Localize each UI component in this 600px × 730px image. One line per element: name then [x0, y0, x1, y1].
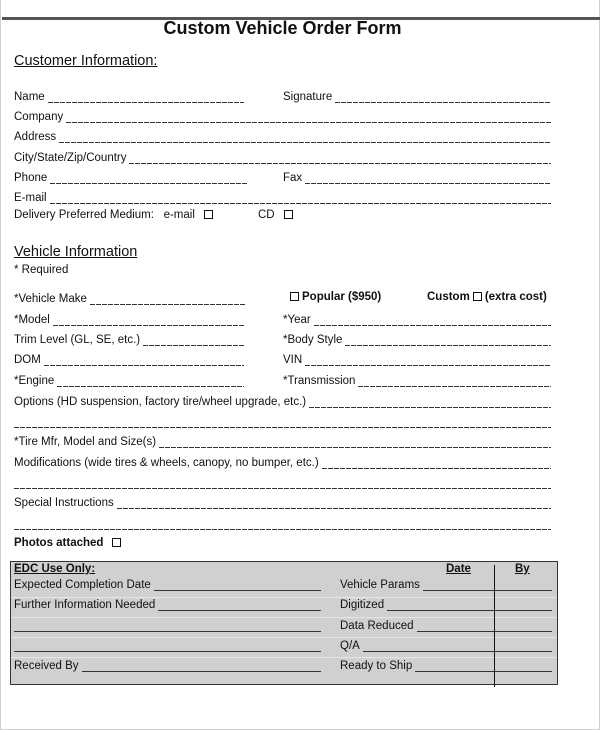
ready-to-ship-field[interactable]: Ready to Ship [340, 658, 552, 672]
cd-option: CD [258, 209, 296, 221]
delivery-row: Delivery Preferred Medium: e-mail [14, 209, 216, 221]
make-field[interactable]: *Vehicle Make [14, 291, 245, 305]
photos-checkbox[interactable] [112, 538, 121, 547]
required-note: * Required [14, 264, 69, 276]
popular-checkbox[interactable] [290, 292, 299, 301]
tire-field[interactable]: *Tire Mfr, Model and Size(s) [14, 434, 551, 448]
custom-checkbox[interactable] [473, 292, 482, 301]
modifications-field[interactable]: Modifications (wide tires & wheels, canopy, no bumper, etc.) [14, 455, 551, 469]
special-instructions-field[interactable]: Special Instructions [14, 495, 551, 509]
company-field[interactable]: Company [14, 109, 551, 123]
by-header: By [515, 563, 530, 575]
body-style-field[interactable]: *Body Style [283, 332, 551, 346]
date-header: Date [446, 563, 471, 575]
cd-checkbox[interactable] [284, 210, 293, 219]
qa-field[interactable]: Q/A [340, 638, 552, 652]
email-checkbox[interactable] [204, 210, 213, 219]
transmission-field[interactable]: *Transmission [283, 373, 551, 387]
photos-row: Photos attached [14, 537, 124, 549]
custom-option: Custom (extra cost) [427, 291, 547, 303]
page-title: Custom Vehicle Order Form [163, 18, 402, 38]
digitized-field[interactable]: Digitized [340, 597, 552, 611]
special-line-2[interactable] [14, 516, 551, 530]
model-field[interactable]: *Model [14, 312, 244, 326]
city-field[interactable]: City/State/Zip/Country [14, 150, 551, 164]
received-by-field[interactable]: Received By [14, 658, 321, 672]
vehicle-heading: Vehicle Information [14, 244, 138, 260]
edc-blank-line-1[interactable] [14, 618, 321, 632]
name-field[interactable]: Name [14, 89, 244, 103]
date-by-divider [494, 565, 495, 687]
fax-field[interactable]: Fax [283, 170, 551, 184]
year-field[interactable]: *Year [283, 312, 551, 326]
popular-option: Popular ($950) [287, 291, 381, 303]
engine-field[interactable]: *Engine [14, 373, 244, 387]
dom-field[interactable]: DOM [14, 352, 244, 366]
expected-completion-field[interactable]: Expected Completion Date [14, 577, 321, 591]
options-line-2[interactable] [14, 414, 551, 428]
edc-blank-line-2[interactable] [14, 638, 321, 652]
phone-field[interactable]: Phone [14, 170, 248, 184]
options-field[interactable]: Options (HD suspension, factory tire/wheel upgrade, etc.) [14, 394, 551, 408]
customer-heading: Customer Information: [14, 53, 158, 69]
vehicle-params-field[interactable]: Vehicle Params [340, 577, 552, 591]
further-info-field[interactable]: Further Information Needed [14, 597, 321, 611]
email-field[interactable]: E-mail [14, 190, 551, 204]
data-reduced-field[interactable]: Data Reduced [340, 618, 552, 632]
vin-field[interactable]: VIN [283, 352, 551, 366]
modifications-line-2[interactable] [14, 475, 551, 489]
trim-field[interactable]: Trim Level (GL, SE, etc.) [14, 332, 244, 346]
address-field[interactable]: Address [14, 129, 551, 143]
signature-field[interactable]: Signature [283, 89, 551, 103]
edc-heading: EDC Use Only: [14, 563, 96, 575]
